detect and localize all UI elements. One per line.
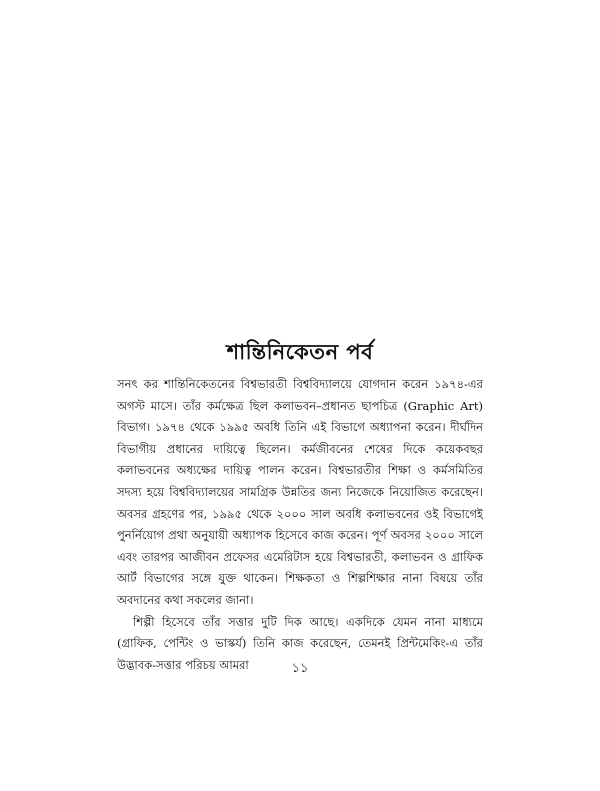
page-number: ১১ <box>291 661 309 676</box>
chapter-title: শান্তিনিকেতন পর্ব <box>226 339 374 364</box>
body-text <box>117 374 483 676</box>
paragraph-1: সনৎ কর শান্তিনিকেতনের বিশ্বভারতী বিশ্ববিদ্যালয়ে যোগদান করেন ১৯৭৪-এর অগস্ট মাসে। তাঁর কর্মক্ষেত্র ছিল কলাভবন–প্রধানত ছাপচিত্র (Graphic Art) বিভাগ। ১৯৭৪ থেকে ১৯৯৫ অবধি তিনি এই বিভাগে অধ্যাপনা করেন। দীর্ঘদিন বিভাগীয় প্রধানের দায়িত্বে ছিলেন। কর্মজীবনের শেষের দিকে কয়েকবছর কলাভবনের অধ্যক্ষের দায়িত্ব পালন করেন। বিশ্বভারতীর শিক্ষা ও কর্মসমিতির সদস্য হয়ে বিশ্ববিদ্যালয়ের সামগ্রিক উন্নতির জন্য নিজেকে নিয়োজিত করেছেন। অবসর গ্রহণের পর, ১৯৯৫ থেকে ২০০০ সাল অবধি কলাভবনের ওই বিভাগেই পুনর্নিয়োগ প্রথা অনুযায়ী অধ্যাপক হিসেবে কাজ করেন। পূর্ণ অবসর ২০০০ সালে এবং তারপর আজীবন প্রফেসর এমেরিটাস হয়ে বিশ্বভারতী, কলাভবন ও গ্রাফিক আর্ট বিভাগের সঙ্গে যুক্ত থাকেন। শিক্ষকতা ও শিল্পশিক্ষার নানা বিষয়ে তাঁর অবদানের কথা সকলের জানা। <box>117 377 483 607</box>
paragraph-2: শিল্পী হিসেবে তাঁর সত্তার দুটি দিক আছে। একদিকে যেমন নানা মাধ্যমে (গ্রাফিক, পেন্টিং ও ভাস্কর্য) তিনি কাজ করেছেন, তেমনই প্রিন্টমেকিং-এ তাঁর উদ্ভাবক-সত্তার পরিচয় আমরা <box>117 614 483 672</box>
